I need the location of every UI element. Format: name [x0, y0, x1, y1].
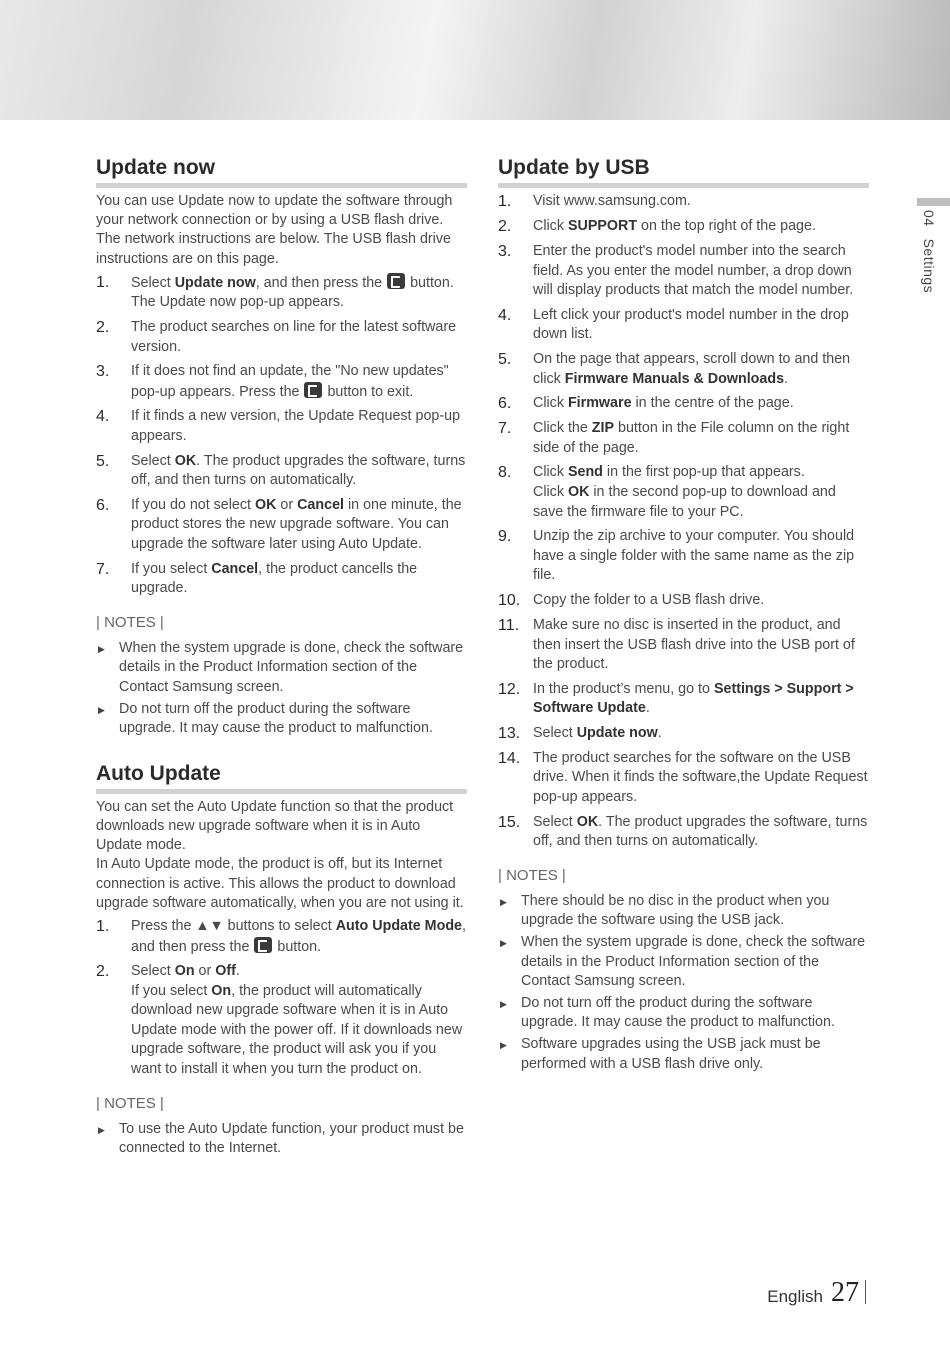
right-column	[498, 155, 869, 1076]
step-item	[498, 394, 869, 414]
step-number: 3.	[96, 363, 110, 381]
step-number: 9.	[498, 528, 512, 546]
auto-update-heading: Auto Update	[96, 761, 467, 794]
step-number: 14.	[498, 749, 521, 767]
triangle-bullet-icon: ▶	[98, 1124, 105, 1135]
step-text: Left click your product's model number in the drop down list.	[533, 306, 849, 343]
auto-update-intro-2: In Auto Update mode, the product is off, but its Internet connection is active. This allows the product to download upgrade software automatically, when you are not using it.	[96, 856, 464, 911]
step-text: The product searches for the software on the USB drive. When it finds the software,the Update Request pop-up appears.	[533, 749, 868, 806]
triangle-bullet-icon: ▶	[98, 643, 105, 654]
triangle-bullet-icon: ▶	[500, 896, 507, 907]
step-item	[96, 362, 467, 402]
step-number: 6.	[498, 395, 512, 413]
step-number: 2.	[96, 963, 110, 981]
step-number: 13.	[498, 724, 521, 742]
update-usb-steps	[498, 192, 869, 852]
step-text: If you select Cancel, the product cancells the upgrade.	[131, 560, 418, 597]
step-number: 8.	[498, 464, 512, 482]
update-usb-notes	[498, 892, 869, 1074]
footer-divider	[865, 1280, 866, 1304]
step-item	[498, 680, 869, 719]
triangle-bullet-icon: ▶	[500, 998, 507, 1009]
step-item	[96, 496, 467, 555]
step-number: 5.	[498, 350, 512, 368]
step-number: 1.	[498, 193, 512, 210]
step-item	[498, 749, 869, 808]
update-now-notes	[96, 639, 467, 739]
note-item	[498, 1035, 869, 1074]
page-footer	[767, 1278, 866, 1308]
step-item	[96, 407, 467, 446]
step-number: 5.	[96, 452, 110, 470]
chapter-number: 04	[921, 210, 937, 227]
note-text: When the system upgrade is done, check the software details in the Product Information section of the Contact Samsung screen.	[521, 934, 866, 990]
step-text: Unzip the zip archive to your computer. You should have a single folder with the same name as the zip file.	[533, 528, 855, 584]
step-item	[96, 962, 467, 1080]
note-item	[498, 994, 869, 1033]
step-item	[96, 318, 467, 357]
step-number: 11.	[498, 616, 520, 634]
update-now-notes-title: | NOTES |	[96, 613, 164, 631]
step-text: Select OK. The product upgrades the software, turns off, and then turns on automatically.	[131, 452, 466, 489]
update-now-steps	[96, 273, 467, 599]
step-text: Select On or Off. If you select On, the product will automatically download new upgrade software when it is in Auto Update mode with the power off. If it downloads new upgrade software, the product will ask you if you want to install it when you turn the product on.	[131, 963, 463, 1078]
step-text: Visit www.samsung.com.	[533, 193, 691, 209]
triangle-bullet-icon: ▶	[98, 704, 105, 715]
step-item	[96, 452, 467, 491]
header-banner	[0, 0, 950, 120]
step-number: 3.	[498, 243, 512, 260]
step-item	[96, 560, 467, 599]
update-usb-heading: Update by USB	[498, 155, 869, 188]
step-item	[498, 591, 869, 611]
step-text: Make sure no disc is inserted in the product, and then insert the USB flash drive into the USB port of the product.	[533, 616, 855, 673]
step-number: 2.	[498, 218, 512, 235]
step-item	[498, 616, 869, 675]
step-text: Click the ZIP button in the File column on the right side of the page.	[533, 420, 850, 456]
step-number: 15.	[498, 813, 521, 831]
step-item	[498, 463, 869, 522]
step-text: The product searches on line for the latest software version.	[131, 319, 457, 355]
step-number: 7.	[96, 560, 110, 578]
note-item	[96, 639, 467, 698]
step-number: 7.	[498, 420, 512, 438]
step-item	[498, 242, 869, 301]
step-text: Click Firmware in the centre of the page.	[533, 395, 794, 412]
step-number: 1.	[96, 273, 110, 291]
note-item	[96, 1120, 467, 1159]
step-number: 2.	[96, 319, 110, 336]
step-number: 10.	[498, 591, 521, 609]
step-item	[498, 419, 869, 458]
chapter-title: Settings	[921, 238, 937, 294]
enter-button-icon	[254, 937, 272, 953]
triangle-bullet-icon: ▶	[500, 938, 507, 949]
step-item	[498, 306, 869, 345]
note-text: Do not turn off the product during the software upgrade. It may cause the product to malfunction.	[521, 994, 835, 1031]
auto-update-notes	[96, 1120, 467, 1159]
step-number: 6.	[96, 496, 110, 514]
update-now-heading: Update now	[96, 155, 467, 188]
step-text: Press the ▲▼ buttons to select Auto Update Mode, and then press the button.	[131, 917, 466, 955]
step-item	[498, 350, 869, 389]
step-text: In the product’s menu, go to Settings > Support > Software Update.	[533, 680, 854, 717]
step-item	[498, 724, 869, 744]
page-number: 27	[831, 1277, 859, 1308]
step-number: 1.	[96, 917, 110, 935]
step-text: Select Update now.	[533, 724, 662, 741]
step-item	[498, 813, 869, 852]
step-text: If it finds a new version, the Update Request pop-up appears.	[131, 408, 461, 444]
chapter-label	[921, 210, 937, 293]
note-text: To use the Auto Update function, your product must be connected to the Internet.	[119, 1120, 464, 1157]
note-text: When the system upgrade is done, check the software details in the Product Information section of the Contact Samsung screen.	[119, 639, 464, 695]
enter-button-icon	[387, 273, 405, 289]
step-text: Enter the product's model number into the search field. As you enter the model number, a drop down will display products that match the model number.	[533, 243, 854, 299]
note-item	[498, 892, 869, 931]
step-item	[498, 217, 869, 237]
step-text: On the page that appears, scroll down to and then click Firmware Manuals & Downloads.	[533, 350, 851, 387]
update-usb-notes-title: | NOTES |	[498, 866, 566, 884]
footer-language: English	[767, 1287, 823, 1306]
auto-update-steps	[96, 917, 467, 1080]
auto-update-notes-title: | NOTES |	[96, 1094, 164, 1112]
auto-update-intro-1: You can set the Auto Update function so that the product downloads new upgrade software when it is in Auto Update mode.	[96, 798, 454, 854]
update-now-intro: You can use Update now to update the software through your network connection or by using a USB flash drive. The network instructions are below. The USB flash drive instructions are on this page.	[96, 193, 453, 267]
left-column	[96, 155, 467, 1161]
step-item	[498, 192, 869, 212]
step-text: Click SUPPORT on the top right of the page.	[533, 218, 816, 234]
step-text: Copy the folder to a USB flash drive.	[533, 591, 765, 608]
step-text: Select OK. The product upgrades the software, turns off, and then turns on automatically.	[533, 813, 868, 850]
step-text: Select Update now, and then press the button. The Update now pop-up appears.	[131, 274, 454, 311]
step-text: If you do not select OK or Cancel in one minute, the product stores the new upgrade software. You can upgrade the software later using Auto Update.	[131, 496, 462, 552]
note-text: There should be no disc in the product when you upgrade the software using the USB jack.	[521, 892, 830, 929]
note-text: Do not turn off the product during the software upgrade. It may cause the product to malfunction.	[119, 700, 433, 737]
step-number: 4.	[498, 306, 512, 324]
chapter-tab-marker	[917, 198, 950, 206]
step-number: 4.	[96, 408, 110, 426]
step-text: Click Send in the first pop-up that appears. Click OK in the second pop-up to download and save the firmware file to your PC.	[533, 464, 836, 520]
note-item	[96, 700, 467, 739]
step-number: 12.	[498, 680, 521, 698]
enter-button-icon	[304, 382, 322, 398]
note-item	[498, 933, 869, 992]
triangle-bullet-icon: ▶	[500, 1040, 507, 1050]
step-item	[96, 273, 467, 313]
note-text: Software upgrades using the USB jack must be performed with a USB flash drive only.	[521, 1036, 821, 1072]
step-text: If it does not find an update, the "No new updates" pop-up appears. Press the button to exit.	[131, 363, 449, 400]
step-item	[96, 917, 467, 957]
step-item	[498, 527, 869, 586]
